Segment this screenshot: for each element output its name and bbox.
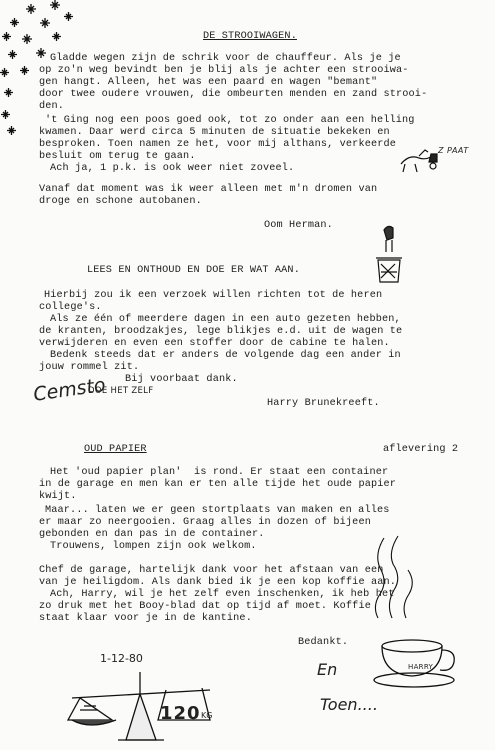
en-label: En [317, 660, 338, 679]
text-line: verwijderen en even een stoffer door de cabine te halen. [39, 338, 390, 349]
signature-oom-herman: Oom Herman. [264, 220, 333, 231]
text-line: van je heiligdom. Als dank bied ik je een kop koffie aan. [39, 577, 397, 588]
text-line: de kranten, broodzakjes, lege blikjes e.d. uit de wagen te [39, 326, 403, 337]
text-line: Hierbij zou ik een verzoek willen richten tot de heren [44, 290, 383, 301]
date-label: 1-12-80 [100, 652, 143, 665]
coffee-cup-sketch [372, 616, 468, 692]
text-line: er maar zo neergooien. Graag alles in dozen of bijeen [39, 517, 371, 528]
section-title-lees: LEES EN ONTHOUD EN DOE ER WAT AAN. [87, 265, 300, 276]
text-line: kwijt. [39, 491, 77, 502]
cup-label: HARRY [408, 663, 434, 671]
text-line: Trouwens, lompen zijn ook welkom. [50, 541, 257, 552]
text-line: droge en schone autobanen. [39, 196, 202, 207]
text-line: Ach ja, 1 p.k. is ook weer niet zoveel. [50, 163, 295, 174]
closing-line: Bij voorbaat dank. [125, 374, 238, 385]
text-line: besproken. Toen namen ze het, voor mij althans, verkeerde [39, 139, 397, 150]
text-line: Als ze één of meerdere dagen in een auto gezeten hebben, [50, 314, 401, 325]
text-line: Ach, Harry, wil je het zelf even inschenken, ik heb het [50, 589, 395, 600]
text-line: staat klaar voor je in de kantine. [39, 613, 252, 624]
trash-bin-sketch [372, 222, 406, 286]
cemsto-logo: Cemsto [32, 373, 107, 406]
text-line: Het 'oud papier plan' is rond. Er staat een container [50, 467, 389, 478]
text-line: 't Ging nog een poos goed ook, tot zo onder aan een helling [45, 115, 415, 126]
text-line: kwamen. Daar werd circa 5 minuten de situatie bekeken en [39, 127, 390, 138]
text-line: gen hangt. Alleen, het was een paard en wagen "bemant" [39, 77, 378, 88]
toen-label: Toen.... [320, 695, 378, 714]
text-line: Chef de garage, hartelijk dank voor het afstaan van een [39, 565, 384, 576]
text-line: in de garage en men kan er ten alle tijde het oude papier [39, 479, 397, 490]
text-line: op zo'n weg bevindt ben je blij als je achter een strooiwa- [39, 65, 409, 76]
text-line: Bedenk steeds dat er anders de volgende dag een ander in [50, 350, 401, 361]
episode-label: aflevering 2 [383, 444, 459, 455]
text-line: Vanaf dat moment was ik weer alleen met m'n dromen van [39, 184, 378, 195]
sketch-note: Z PAAT [438, 146, 469, 155]
text-line: door twee oudere vrouwen, die ombeurten menden en zand strooi- [39, 89, 428, 100]
weight-value: 120 [160, 703, 201, 724]
section-title-strooiwagen: DE STROOIWAGEN. [203, 31, 297, 42]
text-line: Maar... laten we er geen stortplaats van maken en alles [45, 505, 390, 516]
section-title-oud-papier: OUD PAPIER [84, 444, 147, 455]
text-line: besluit om terug te gaan. [39, 151, 196, 162]
text-line: Gladde wegen zijn de schrik voor de chauffeur. Als je je [50, 53, 401, 64]
signature-harry: Harry Brunekreeft. [267, 398, 380, 409]
text-line: college's. [39, 302, 102, 313]
weight-unit: KG [201, 711, 213, 720]
text-line: jouw rommel zit. [39, 362, 140, 373]
scale-sketch [60, 664, 230, 744]
closing-bedankt: Bedankt. [298, 637, 349, 648]
text-line: den. [39, 101, 65, 112]
text-line: zo druk met het Booy-blad dat op tijd af moet. Koffie [39, 601, 371, 612]
text-line: gebonden en dan pas in de container. [39, 529, 265, 540]
doe-het-zelf-label: DOE HET ZELF [88, 386, 154, 396]
